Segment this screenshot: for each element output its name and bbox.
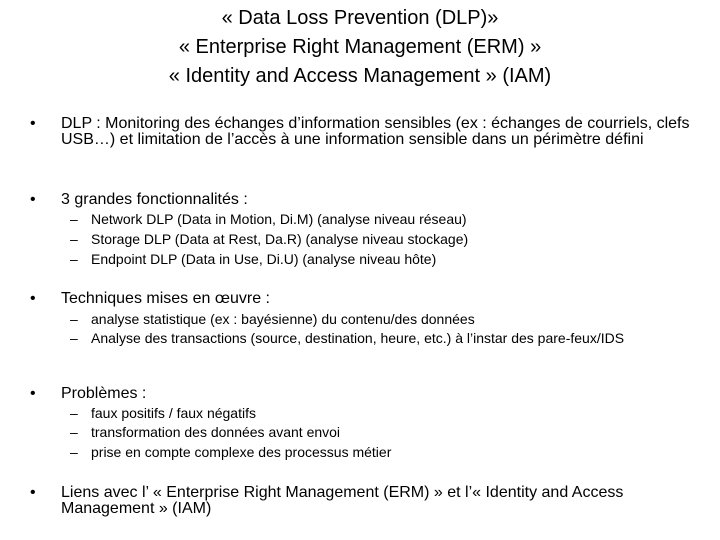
sub-bullet-marker: – (70, 424, 78, 440)
sub-bullet-marker: – (70, 330, 78, 346)
sub-bullet-marker: – (70, 231, 78, 247)
sub-item-transformation: transformation des données avant envoi (91, 424, 341, 440)
slide-title (0, 4, 720, 91)
bullet-marker: • (30, 290, 36, 307)
sub-bullet-marker: – (70, 311, 78, 327)
sub-item-network-dlp: Network DLP (Data in Motion, Di.M) (analyse niveau réseau) (91, 211, 467, 227)
title-line-erm: « Enterprise Right Management (ERM) » (178, 36, 542, 58)
bullet-dlp-definition: DLP : Monitoring des échanges d’information sensibles (ex : échanges de courriels, clefs USB…) et limitation de l’accès à une information sensible dans un périmètre défini (61, 115, 690, 148)
title-line-iam: « Identity and Access Management » (IAM) (168, 65, 552, 87)
bullet-marker: • (30, 191, 36, 208)
sub-bullet-marker: – (70, 211, 78, 227)
title-line-dlp: « Data Loss Prevention (DLP)» (221, 7, 499, 29)
sub-bullet-marker: – (70, 251, 78, 267)
sub-bullet-marker: – (70, 405, 78, 421)
bullet-marker: • (30, 385, 36, 402)
bullet-fonctionnalites: 3 grandes fonctionnalités : (61, 191, 248, 208)
sub-item-processus-metier: prise en compte complexe des processus métier (91, 444, 392, 460)
sub-item-endpoint-dlp: Endpoint DLP (Data in Use, Di.U) (analyse niveau hôte) (91, 251, 437, 267)
bullet-techniques: Techniques mises en œuvre : (61, 290, 270, 307)
bullet-marker: • (30, 484, 36, 501)
sub-bullet-marker: – (70, 444, 78, 460)
bullet-problemes: Problèmes : (61, 385, 147, 402)
bullet-marker: • (30, 115, 36, 132)
sub-item-faux-positifs: faux positifs / faux négatifs (91, 405, 256, 421)
sub-item-storage-dlp: Storage DLP (Data at Rest, Da.R) (analyse niveau stockage) (91, 231, 469, 247)
bullet-liens: Liens avec l’ « Enterprise Right Management (ERM) » et l’« Identity and Access Management » (IAM) (61, 484, 624, 517)
sub-item-analyse-statistique: analyse statistique (ex : bayésienne) du contenu/des données (91, 311, 475, 327)
sub-item-analyse-transactions: Analyse des transactions (source, destination, heure, etc.) à l’instar des pare-feux/IDS (91, 330, 625, 346)
